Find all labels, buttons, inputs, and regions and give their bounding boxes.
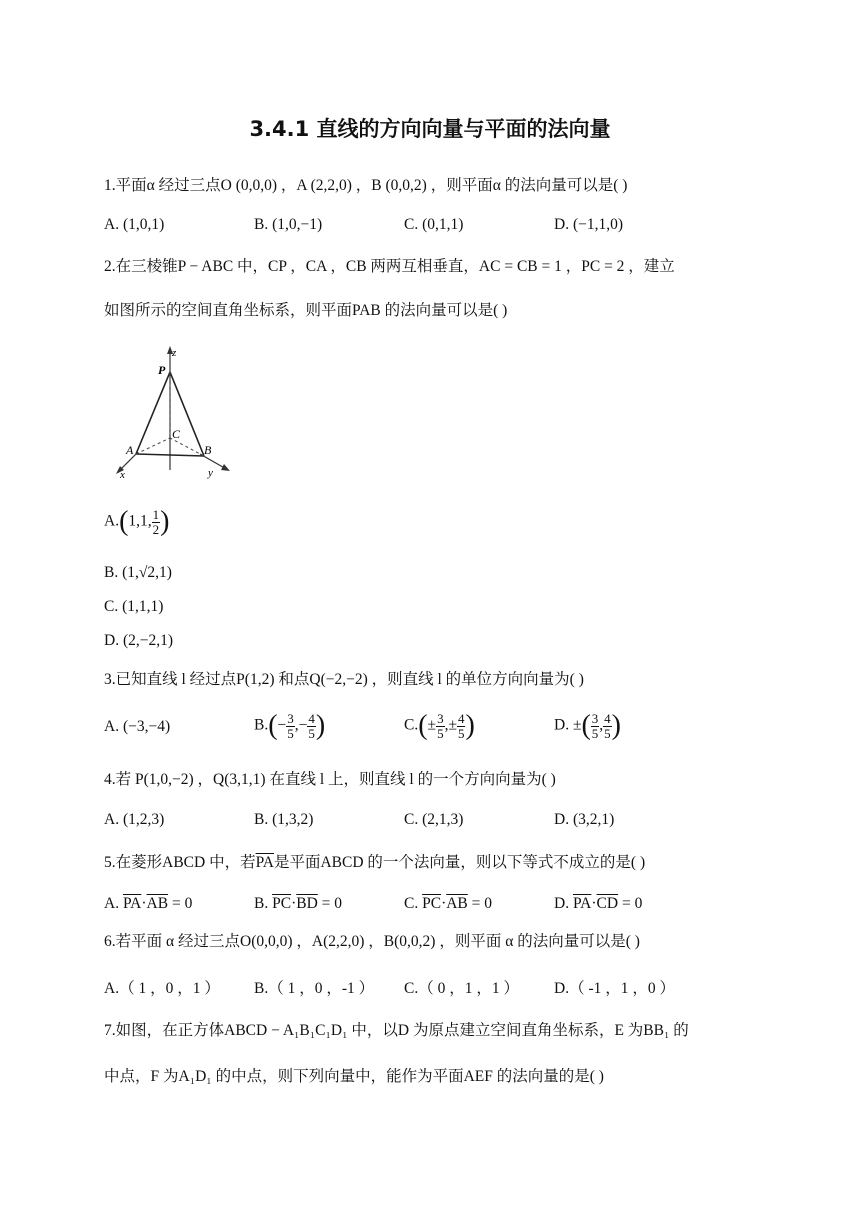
question-3-options	[104, 710, 764, 740]
question-2-option-a[interactable]: A.(1,1, $\frac{1}{2}$ )	[104, 506, 170, 537]
question-4-stem: 4.若 P(1,0,−2) ，Q(3,1,1) 在直线 l 上，则直线 l 的一个方向向量为( )	[104, 771, 556, 788]
question-3-option-a[interactable]: A. (−3,−4)	[104, 718, 171, 735]
question-4-option-c[interactable]: C. (2,1,3)	[404, 811, 464, 828]
tetrahedron-figure	[108, 342, 248, 482]
question-1-option-d[interactable]: D. (−1,1,0)	[554, 216, 624, 233]
question-5-option-b[interactable]: B. $\overline{PC}\cdot\overline{BD} = 0$	[254, 895, 343, 912]
question-5-option-d[interactable]: D. $\overline{PA}\cdot\overline{CD} = 0$	[554, 895, 643, 912]
page-title: 3.4.1 直线的方向向量与平面的法向量	[249, 117, 611, 141]
question-5-option-c[interactable]: C. $\overline{PC}\cdot\overline{AB} = 0$	[404, 895, 493, 912]
question-7-stem-line1: 7.如图，在正方体ABCD − A₁B₁C₁D₁ 中，以D 为原点建立空间直角坐标系，E 为BB₁ 的	[104, 1022, 689, 1039]
figure-label-x: x	[120, 469, 125, 481]
figure-label-b: B	[204, 443, 212, 457]
figure-label-a: A	[126, 443, 134, 457]
question-3-option-b[interactable]: B.(− $\frac{3}{5}$ ,− $\frac{4}{5}$ )	[254, 710, 326, 741]
question-6-option-c[interactable]: C.（ 0 ，1 ，1 ）	[404, 980, 519, 997]
question-1-option-c[interactable]: C. (0,1,1)	[404, 216, 464, 233]
question-6-option-b[interactable]: B.（ 1 ，0 ，-1 ）	[254, 980, 375, 997]
question-6-stem: 6.若平面 α 经过三点O(0,0,0) ，A(2,2,0) ，B(0,0,2) ，则平面 α 的法向量可以是( )	[104, 933, 640, 950]
question-1-options	[104, 216, 764, 246]
question-3-option-d[interactable]: D. ±( $\frac{3}{5}$ , $\frac{4}{5}$ )	[554, 710, 621, 741]
question-6-option-d[interactable]: D.（ -1 ，1 ，0 ）	[554, 980, 675, 997]
question-2-option-b[interactable]: B. (1,√2,1)	[104, 564, 172, 581]
question-2-stem-line1: 2.在三棱锥P − ABC 中，CP ，CA ，CB 两两互相垂直，AC = CB = 1 ，PC = 2 ，建立	[104, 258, 675, 275]
question-2-option-d[interactable]: D. (2,−2,1)	[104, 632, 174, 649]
question-5-stem: 5.在菱形ABCD 中，若$\overline{PA}$是平面ABCD 的一个法向量，则以下等式不成立的是( )	[104, 854, 646, 871]
question-5-option-a[interactable]: A. $\overline{PA}\cdot\overline{AB} = 0$	[104, 895, 193, 912]
question-4-options	[104, 811, 764, 841]
question-6-options	[104, 976, 764, 1006]
question-4-option-b[interactable]: B. (1,3,2)	[254, 811, 314, 828]
question-2-option-c[interactable]: C. (1,1,1)	[104, 598, 164, 615]
question-5-options	[104, 895, 764, 925]
figure-label-y: y	[208, 467, 213, 479]
question-7-stem-line2: 中点，F 为A₁D₁ 的中点，则下列向量中，能作为平面AEF 的法向量的是( )	[104, 1068, 604, 1085]
question-6-option-a[interactable]: A.（ 1 ，0 ，1 ）	[104, 980, 220, 997]
figure-label-c: C	[172, 427, 181, 441]
question-4-option-a[interactable]: A. (1,2,3)	[104, 811, 165, 828]
figure-label-p: P	[158, 363, 166, 377]
question-3-stem: 3.已知直线 l 经过点P(1,2) 和点Q(−2,−2) ，则直线 l 的单位方向向量为( )	[104, 671, 584, 688]
question-2-stem-line2: 如图所示的空间直角坐标系，则平面PAB 的法向量可以是( )	[104, 302, 508, 319]
question-1-option-a[interactable]: A. (1,0,1)	[104, 216, 165, 233]
figure-label-z: z	[172, 347, 177, 359]
question-3-option-c[interactable]: C.(± $\frac{3}{5}$ ,± $\frac{4}{5}$ )	[404, 710, 475, 741]
question-1-option-b[interactable]: B. (1,0,−1)	[254, 216, 323, 233]
question-4-option-d[interactable]: D. (3,2,1)	[554, 811, 615, 828]
question-1-stem: 1.平面α 经过三点O (0,0,0) ，A (2,2,0) ，B (0,0,2) ，则平面α 的法向量可以是( )	[104, 177, 628, 194]
